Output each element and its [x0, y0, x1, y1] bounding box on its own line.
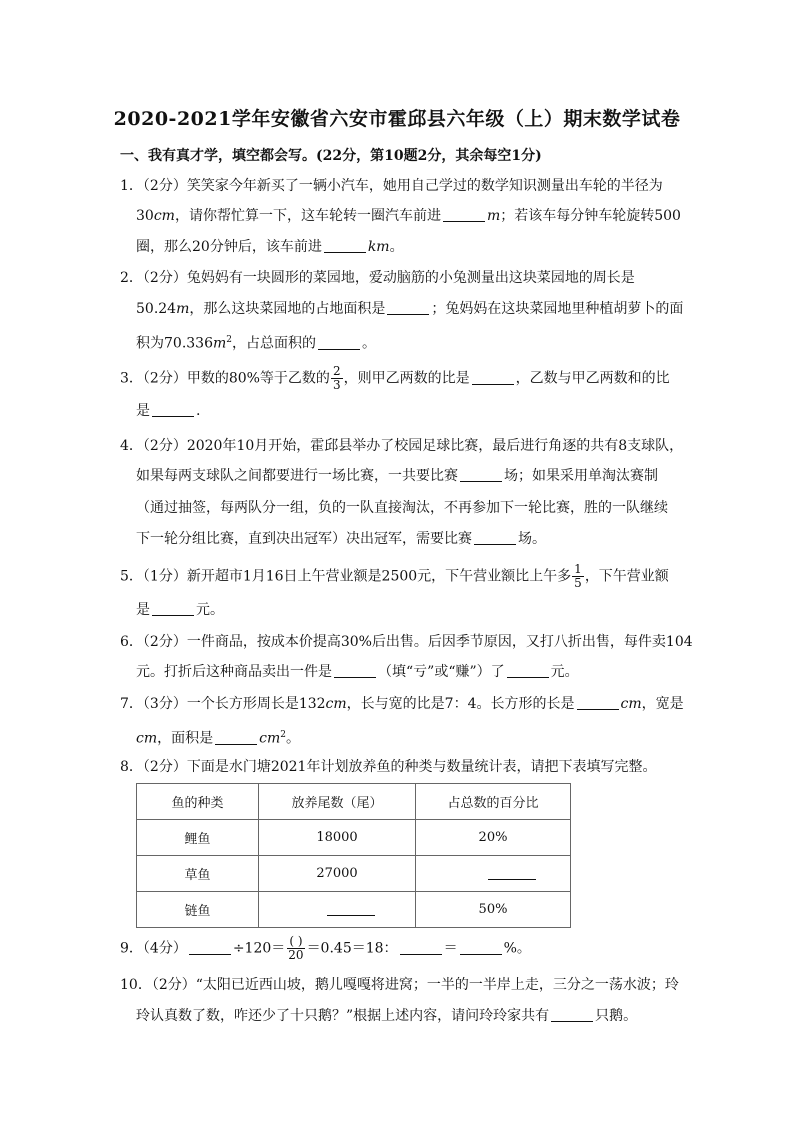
table-row	[137, 892, 571, 928]
answer-blank[interactable]	[577, 695, 619, 710]
q6-line1: 6．（2分）一件商品，按成本价提高30%后出售。后因季节原因，又打八折出售，每件卖104	[120, 634, 693, 650]
answer-blank[interactable]	[324, 238, 366, 253]
q1-line2: 30cm，请你帮忙算一下，这车轮转一圈汽车前进 m；若该车每分钟车轮旋转500	[136, 208, 681, 224]
q6-line2: 元。打折后这种商品卖出一件是 （填“亏”或“赚”）了 元。	[136, 664, 579, 680]
q8-line1: 8．（2分）下面是水门塘2021年计划放养鱼的种类与数量统计表，请把下表填写完整。	[120, 759, 657, 775]
fraction: $\frac{2}{3}$	[332, 364, 341, 392]
q10-line2: 玲认真数了数，咋还少了十只鹅？”根据上述内容，请问玲玲家共有 只鹅。	[136, 1008, 638, 1024]
answer-blank[interactable]	[189, 940, 231, 955]
fraction: $\frac{( )}{20}$	[288, 934, 304, 962]
table-header: 鱼的种类	[137, 784, 259, 820]
page-title: 2020-2021学年安徽省六安市霍邱县六年级（上）期末数学试卷	[113, 108, 681, 130]
q4-line3: （通过抽签，每两队分一组，负的一队直接淘汰，不再参加下一轮比赛，胜的一队继续	[136, 500, 668, 516]
answer-blank[interactable]	[327, 901, 375, 916]
answer-blank[interactable]	[152, 601, 194, 616]
table-header: 放养尾数（尾）	[259, 784, 416, 820]
q2-line3: 积为$70.336m^2$，占总面积的 。	[136, 335, 377, 352]
answer-blank[interactable]	[318, 335, 360, 350]
table-cell: 50%	[416, 892, 571, 928]
q9-line1: 9．（4分） ÷120＝ $\frac{( )}{20}$ ＝0.45＝18： ＝ %。	[120, 934, 531, 962]
q4-line4: 下一轮分组比赛，直到决出冠军）决出冠军，需要比赛 场。	[136, 531, 546, 547]
q7-line2: cm，面积是 $cm^2$。	[136, 730, 300, 747]
q3-line1: 3．（2分）甲数的80%等于乙数的 $\frac{2}{3}$ ，则甲乙两数的比是 ，乙数与甲乙两数和的比	[120, 364, 670, 392]
q3-line2: 是 .	[136, 403, 201, 419]
q7-line1: 7．（3分）一个长方形周长是132cm，长与宽的比是7：4。长方形的长是 cm，宽是	[120, 696, 684, 712]
answer-blank[interactable]	[334, 663, 376, 678]
answer-blank[interactable]	[460, 467, 502, 482]
table-row	[137, 856, 571, 892]
q4-line1: 4．（2分）2020年10月开始，霍邱县举办了校园足球比赛，最后进行角逐的共有8支球队，	[120, 438, 684, 454]
q4-line2: 如果每两支球队之间都要进行一场比赛，一共要比赛 场；如果采用单淘汰赛制	[136, 468, 658, 484]
answer-blank[interactable]	[400, 940, 442, 955]
table-cell: 鲤鱼	[137, 820, 259, 856]
table-header: 占总数的百分比	[416, 784, 571, 820]
answer-blank[interactable]	[443, 207, 485, 222]
table-cell: 18000	[259, 820, 416, 856]
q2-line2: 50.24m，那么这块菜园地的占地面积是 ；兔妈妈在这块菜园地里种植胡萝卜的面	[136, 301, 684, 317]
answer-blank[interactable]	[551, 1007, 593, 1022]
fraction: $\frac{1}{5}$	[574, 562, 582, 590]
answer-blank[interactable]	[507, 663, 549, 678]
table-cell: 草鱼	[137, 856, 259, 892]
q1-line1: 1．（2分）笑笑家今年新买了一辆小汽车，她用自己学过的数学知识测量出车轮的半径为	[120, 178, 663, 194]
table-row	[137, 820, 571, 856]
answer-blank[interactable]	[387, 300, 429, 315]
answer-blank[interactable]	[215, 730, 257, 745]
answer-blank[interactable]	[152, 402, 194, 417]
q2-line1: 2．（2分）兔妈妈有一块圆形的菜园地，爱动脑筋的小兔测量出这块菜园地的周长是	[120, 270, 635, 286]
section-heading: 一、我有真才学，填空都会写。(22分，第10题2分，其余每空1分)	[120, 148, 542, 164]
table-cell-blank[interactable]	[259, 892, 416, 928]
table-cell: 链鱼	[137, 892, 259, 928]
answer-blank[interactable]	[488, 865, 536, 880]
q5-line2: 是 元。	[136, 602, 224, 618]
table-cell: 20%	[416, 820, 571, 856]
table-header-row	[137, 784, 571, 820]
answer-blank[interactable]	[472, 370, 514, 385]
q10-line1: 10．（2分）“太阳已近西山坡，鹅儿嘎嘎将进窝；一半的一半岸上走，三分之一荡水波；玲	[120, 977, 679, 993]
answer-blank[interactable]	[460, 940, 502, 955]
fish-table	[136, 783, 571, 928]
table-cell: 27000	[259, 856, 416, 892]
table-cell-blank[interactable]	[416, 856, 571, 892]
q1-line3: 圈，那么20分钟后，该车前进 km。	[136, 239, 404, 255]
answer-blank[interactable]	[474, 530, 516, 545]
q5-line1: 5．（1分）新开超市1月16日上午营业额是2500元，下午营业额比上午多 $\frac{1}{5}$ ，下午营业额	[120, 562, 669, 590]
